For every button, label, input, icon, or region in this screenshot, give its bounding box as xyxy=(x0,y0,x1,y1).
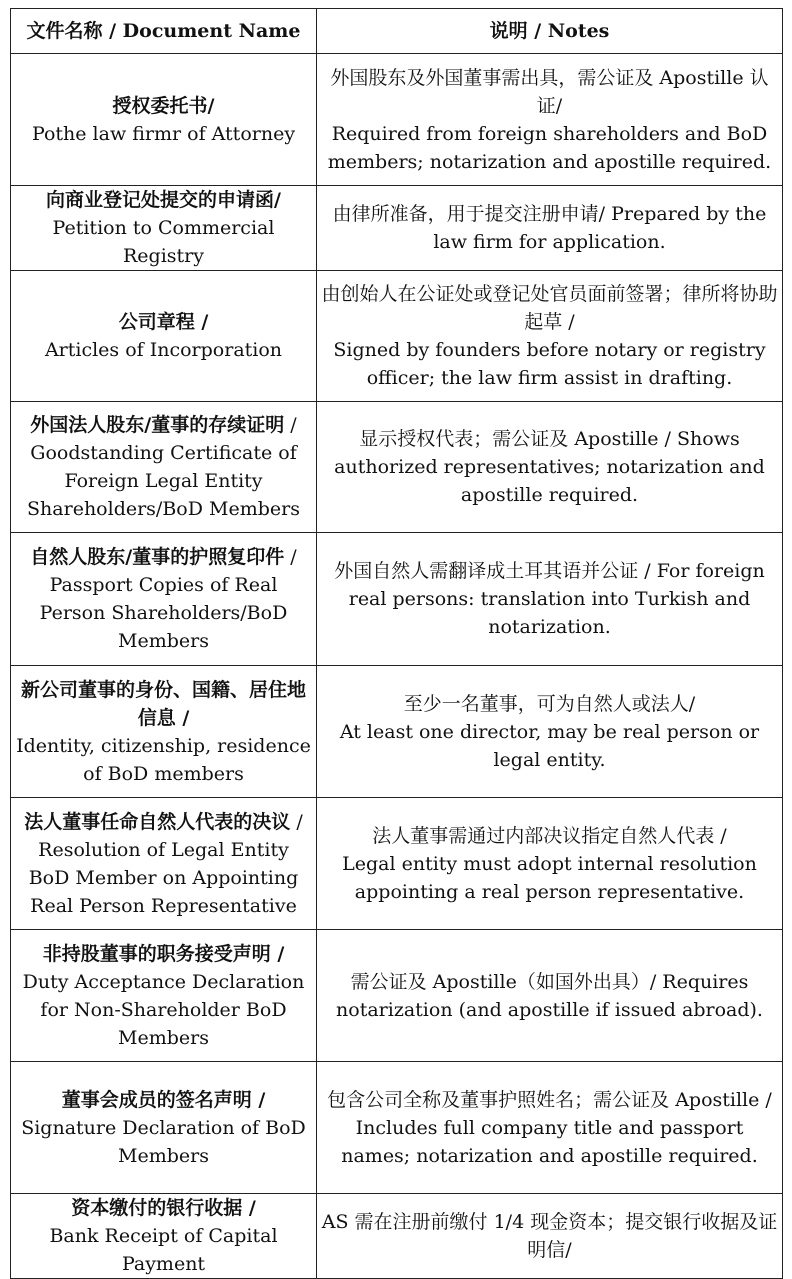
notes-zh: 由律所准备，用于提交注册申请/ xyxy=(332,203,606,225)
notes-cell xyxy=(317,533,783,666)
notes-en: For foreign real persons: translation into Turkish and notarization. xyxy=(348,560,765,638)
notes-zh: 包含公司全称及董事护照姓名；需公证及 Apostille / xyxy=(327,1088,772,1111)
notes-cell xyxy=(317,271,783,402)
table-row xyxy=(11,1194,783,1279)
document-name-en: Petition to Commercial Registry xyxy=(52,217,275,267)
notes-cell xyxy=(317,1194,783,1279)
document-name-zh: 向商业登记处提交的申请函/ xyxy=(46,189,281,211)
document-name-zh: 董事会成员的签名声明 / xyxy=(61,1088,266,1111)
table-row xyxy=(11,186,783,271)
notes-en: Includes full company title and passport names; notarization and apostille required. xyxy=(341,1116,758,1167)
notes-en: Legal entity must adopt internal resolution appointing a real person representative. xyxy=(342,852,757,903)
table-row xyxy=(11,666,783,798)
notes-en: Requires notarization (and apostille if issued abroad). xyxy=(336,970,763,1021)
document-name-cell xyxy=(11,1062,317,1194)
notes-zh: 法人董事需通过内部决议指定自然人代表 / xyxy=(372,824,727,847)
document-name-cell xyxy=(11,798,317,930)
document-name-cell xyxy=(11,930,317,1062)
document-name-en: / Passport Copies of Real Person Shareholders/BoD Members xyxy=(39,546,297,652)
notes-cell xyxy=(317,666,783,798)
document-name-zh: 外国法人股东/董事的存续证明 xyxy=(30,414,285,436)
document-name-zh: 新公司董事的身份、国籍、居住地信息 / xyxy=(20,678,306,729)
document-name-zh: 公司章程 / xyxy=(118,311,209,333)
notes-en: Required from foreign shareholders and BoD members; notarization and apostille required. xyxy=(327,122,772,173)
document-name-zh: 非持股董事的职务接受声明 / xyxy=(42,942,285,965)
document-name-cell xyxy=(11,54,317,186)
notes-zh: 显示授权代表；需公证及 Apostille / xyxy=(359,428,671,450)
document-name-zh: 授权委托书/ xyxy=(112,94,215,117)
document-name-zh: 自然人股东/董事的护照复印件 xyxy=(30,546,285,568)
notes-cell xyxy=(317,798,783,930)
notes-zh: AS 需在注册前缴付 1/4 现金资本；提交银行收据及证明信/ xyxy=(321,1211,778,1261)
notes-cell xyxy=(317,54,783,186)
document-name-cell xyxy=(11,1194,317,1279)
table-row xyxy=(11,1062,783,1194)
table-row xyxy=(11,271,783,402)
notes-en: Prepared by the law firm for application. xyxy=(433,203,767,253)
header-notes: 说明 / Notes xyxy=(317,9,783,54)
notes-en: Signed by founders before notary or registry officer; the law firm assist in drafting. xyxy=(333,339,766,389)
notes-zh: 外国自然人需翻译成土耳其语并公证 / xyxy=(334,560,651,582)
table-row xyxy=(11,402,783,533)
notes-cell xyxy=(317,402,783,533)
table-header-row xyxy=(11,9,783,54)
document-name-en: Pothe law firmr of Attorney xyxy=(31,122,296,145)
document-name-zh: 法人董事任命自然人代表的决议 xyxy=(24,810,291,833)
document-name-en: Bank Receipt of Capital Payment xyxy=(49,1225,278,1275)
document-name-en: / Resolution of Legal Entity BoD Member on Appointing Real Person Representative xyxy=(28,810,303,917)
document-name-en: Articles of Incorporation xyxy=(44,339,283,361)
document-name-cell xyxy=(11,402,317,533)
notes-cell xyxy=(317,1062,783,1194)
table-row xyxy=(11,930,783,1062)
table-row xyxy=(11,533,783,666)
notes-cell xyxy=(317,930,783,1062)
document-name-zh: 资本缴付的银行收据 / xyxy=(71,1197,256,1219)
document-name-cell xyxy=(11,186,317,271)
document-name-en: Identity, citizenship, residence of BoD members xyxy=(16,734,311,785)
document-name-en: / Goodstanding Certificate of Foreign Legal Entity Shareholders/BoD Members xyxy=(27,414,300,520)
notes-zh: 外国股东及外国董事需出具，需公证及 Apostille 认证/ xyxy=(330,66,769,117)
notes-cell xyxy=(317,186,783,271)
notes-en: Shows authorized representatives; notarization and apostille required. xyxy=(334,428,765,506)
header-document-name: 文件名称 / Document Name xyxy=(11,9,317,54)
notes-en: At least one director, may be real person or legal entity. xyxy=(339,720,760,771)
table-row xyxy=(11,798,783,930)
document-table xyxy=(10,8,783,1279)
notes-zh: 需公证及 Apostille（如国外出具）/ xyxy=(350,970,657,993)
notes-zh: 至少一名董事，可为自然人或法人/ xyxy=(403,692,696,715)
document-name-en: Duty Acceptance Declaration for Non-Shareholder BoD Members xyxy=(22,970,305,1049)
document-name-cell xyxy=(11,666,317,798)
document-name-cell xyxy=(11,271,317,402)
notes-zh: 由创始人在公证处或登记处官员面前签署；律所将协助起草 / xyxy=(321,283,778,333)
document-name-cell xyxy=(11,533,317,666)
document-name-en: Signature Declaration of BoD Members xyxy=(21,1116,306,1167)
table-row xyxy=(11,54,783,186)
